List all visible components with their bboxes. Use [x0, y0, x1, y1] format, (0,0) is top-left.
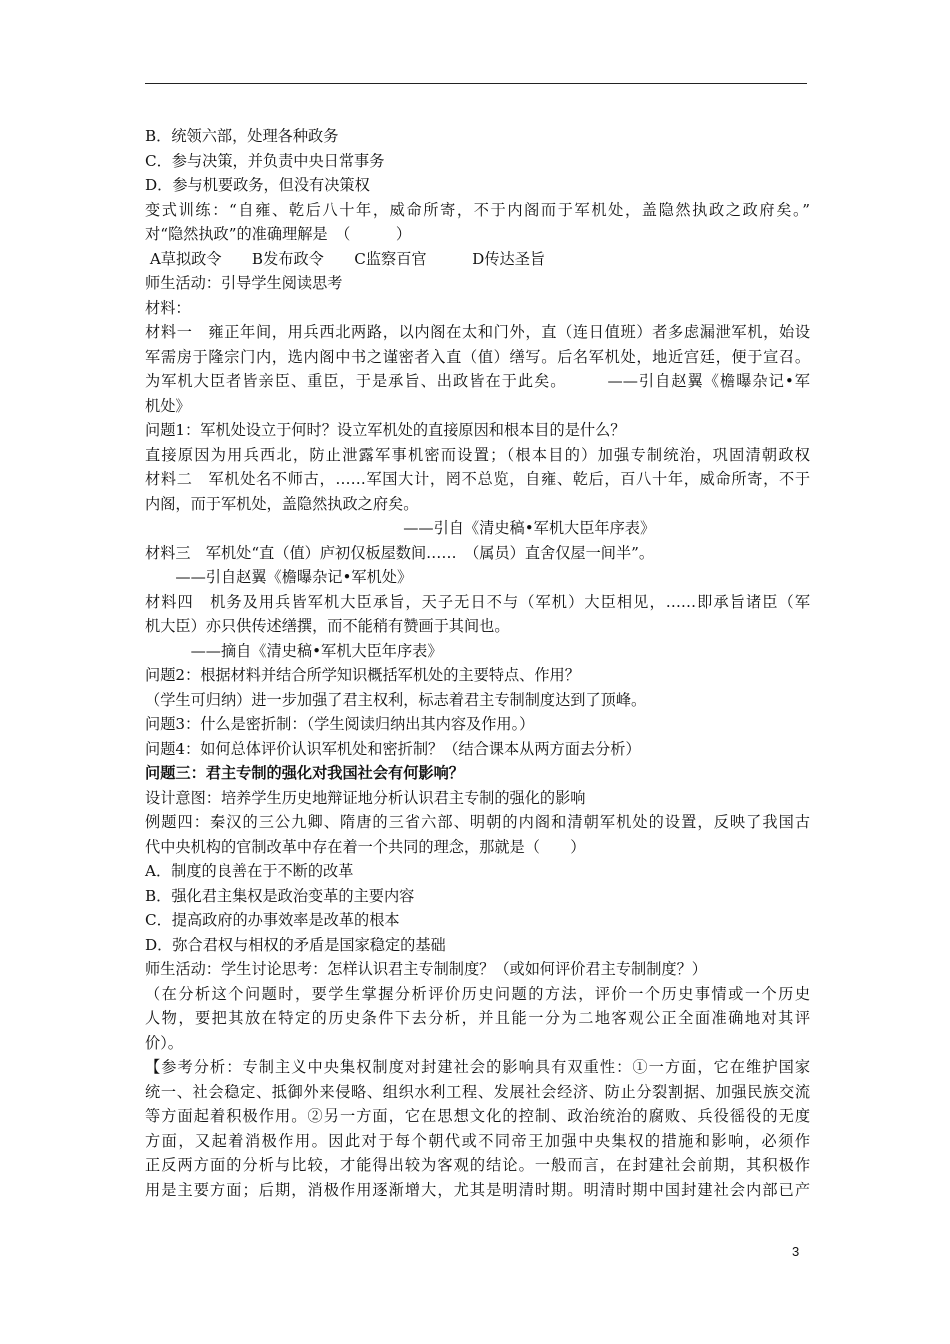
- answer-2: （学生可归纳）进一步加强了君主权利，标志着君主专制制度达到了顶峰。: [145, 690, 647, 709]
- material-two-line: 材料二 军机处名不师古，……军国大计，罔不总览，自雍、乾后，百八十年，威命所寄，不于: [145, 470, 810, 488]
- question-1: 问题1：军机处设立于何时？设立军机处的直接原因和根本目的是什么？: [145, 421, 626, 439]
- header-rule: [145, 83, 807, 84]
- material-two-source: ——引自《清史稿•军机大臣年序表》: [145, 519, 656, 537]
- material-one-line: 机处》: [145, 396, 191, 415]
- material-heading: 材料：: [145, 298, 191, 317]
- material-four-source: ——摘自《清史稿•军机大臣年序表》: [145, 641, 443, 660]
- document-body: [145, 124, 810, 1202]
- example-option-a: A．制度的良善在于不断的改革: [145, 862, 354, 880]
- example-four-line: 例题四：秦汉的三公九卿、隋唐的三省六部、明朝的内阁和清朝军机处的设置，反映了我国古: [145, 813, 810, 831]
- material-one-line: 军需房于隆宗门内，选内阁中书之谨密者入直（值）缮写。后名军机处，地近宫廷，便于宣召。: [145, 347, 810, 366]
- material-one-line: 材料一 雍正年间，用兵西北两路，以内阁在太和门外，直（连日值班）者多虑漏泄军机，始设: [145, 323, 810, 341]
- answer-1: 直接原因为用兵西北，防止泄露军事机密而设置；（根本目的）加强专制统治，巩固清朝政权: [145, 445, 810, 464]
- example-option-b: B．强化君主集权是政治变革的主要内容: [145, 886, 415, 905]
- question-line: 对“隐然执政”的准确理解是 （ ）: [145, 225, 412, 243]
- reference-analysis-line: 正反两方面的分析与比较，才能得出较为客观的结论。一般而言，在封建社会前期，其积极作: [145, 1156, 810, 1174]
- reference-analysis-line: 【参考分析：专制主义中央集权制度对封建社会的影响具有双重性：①一方面，它在维护国家: [145, 1058, 810, 1076]
- material-one-line: 为军机大臣者皆亲臣、重臣，于是承旨、出政皆在于此矣。 ——引自赵翼《檐曝杂记•军: [145, 372, 810, 390]
- material-three-line: 材料三 军机处“直（值）庐初仅板屋数间…… （属员）直舍仅屋一间半”。: [145, 543, 655, 562]
- analysis-note-line: 人物，要把其放在特定的历史条件下去分析，并且能一分为二地客观公正全面准确地对其评: [145, 1009, 810, 1027]
- section-heading: 问题三：君主专制的强化对我国社会有何影响？: [145, 764, 464, 782]
- example-four-line: 代中央机构的官制改革中存在着一个共同的理念，那就是（ ）: [145, 837, 586, 856]
- example-option-c: C．提高政府的办事效率是改革的根本: [145, 911, 400, 929]
- design-intent: 设计意图：培养学生历史地辩证地分析认识君主专制的强化的影响: [145, 788, 586, 807]
- option-c: C．参与决策，并负责中央日常事务: [145, 151, 385, 170]
- reference-analysis-line: 统一、社会稳定、抵御外来侵略、组织水利工程、发展社会经济、防止分裂割据、加强民族交流: [145, 1082, 810, 1101]
- variant-training-line: 变式训练：“自雍、乾后八十年，威命所寄，不于内阁而于军机处，盖隐然执政之政府矣。”: [145, 200, 810, 219]
- material-four-line: 机大臣）亦只供传述缮撰，而不能稍有赞画于其间也。: [145, 617, 510, 635]
- reference-analysis-line: 用是主要方面；后期，消极作用逐渐增大，尤其是明清时期。明清时期中国封建社会内部已产: [145, 1180, 810, 1199]
- option-d: D．参与机要政务，但没有决策权: [145, 176, 370, 194]
- example-option-d: D．弥合君权与相权的矛盾是国家稳定的基础: [145, 935, 446, 954]
- answer-options: A草拟政令 B发布政令 C监察百官 D传达圣旨: [145, 249, 546, 268]
- analysis-note-line: 价）。: [145, 1033, 183, 1052]
- option-b: B．统领六部，处理各种政务: [145, 127, 339, 145]
- question-3: 问题3：什么是密折制：（学生阅读归纳出其内容及作用。）: [145, 715, 535, 733]
- material-two-line: 内阁，而于军机处，盖隐然执政之府矣。: [145, 494, 419, 513]
- activity-line: 师生活动：引导学生阅读思考: [145, 274, 343, 292]
- reference-analysis-line: 等方面起着积极作用。②另一方面，它在思想文化的控制、政治统治的腐败、兵役徭役的无度: [145, 1107, 810, 1125]
- analysis-note-line: （在分析这个问题时，要学生掌握分析评价历史问题的方法，评价一个历史事情或一个历史: [145, 984, 810, 1003]
- material-four-line: 材料四 机务及用兵皆军机大臣承旨，天子无日不与（军机）大臣相见，……即承旨诸臣（军: [145, 592, 810, 611]
- discussion-line: 师生活动：学生讨论思考：怎样认识君主专制制度？（或如何评价君主专制制度？）: [145, 960, 707, 978]
- page-number: 3: [792, 1244, 800, 1259]
- material-three-source: ——引自赵翼《檐曝杂记•军机处》: [145, 568, 413, 586]
- question-2: 问题2：根据材料并结合所学知识概括军机处的主要特点、作用？: [145, 666, 580, 684]
- reference-analysis-line: 方面，又起着消极作用。因此对于每个朝代或不同帝王加强中央集权的措施和影响，必须作: [145, 1131, 810, 1150]
- question-4: 问题4：如何总体评价认识军机处和密折制？（结合课本从两方面去分析）: [145, 739, 641, 758]
